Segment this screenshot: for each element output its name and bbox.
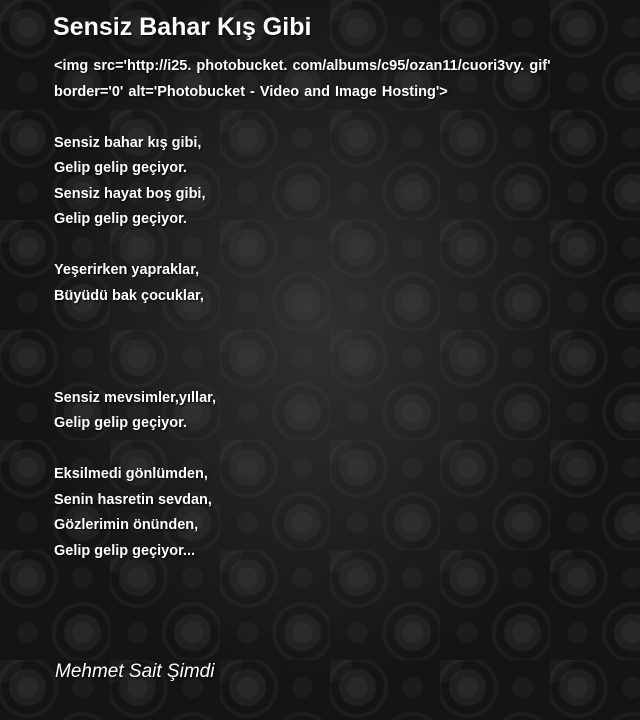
poem-line: Gelip gelip geçiyor... — [54, 542, 196, 559]
stanza-break — [54, 105, 624, 131]
poem-line: Senin hasretin sevdan, — [54, 491, 212, 508]
stanza-break — [54, 437, 624, 463]
poem-author: Mehmet Sait Şimdi — [55, 661, 215, 682]
poem-line: Sensiz bahar kış gibi, — [54, 134, 202, 151]
poem-title: Sensiz Bahar Kış Gibi — [53, 13, 312, 41]
poem-body — [54, 54, 624, 564]
stanza-break — [54, 360, 624, 386]
poem-line: Yeşerirken yapraklar, — [54, 262, 200, 278]
poem-line: Gelip gelip geçiyor. — [54, 160, 187, 176]
poem-embed-code: <img src='http://i25. photobucket. com/albums/c95/ozan11/cuori3vy. gif' border='0' alt='Photobucket - Video and Image Hosting'> — [54, 58, 551, 100]
stanza-break — [54, 335, 624, 361]
poem-line: Büyüdü bak çocuklar, — [54, 287, 204, 304]
stanza-break — [54, 309, 624, 335]
stanza-break — [54, 233, 624, 259]
poem-line: Gözlerimin önünden, — [54, 517, 199, 533]
poem-line: Sensiz mevsimler,yıllar, — [54, 389, 217, 406]
poem-line: Eksilmedi gönlümden, — [54, 466, 208, 482]
poem-line: Gelip gelip geçiyor. — [54, 211, 187, 227]
poem-line: Sensiz hayat boş gibi, — [54, 185, 206, 202]
poem-line: Gelip gelip geçiyor. — [54, 415, 187, 431]
